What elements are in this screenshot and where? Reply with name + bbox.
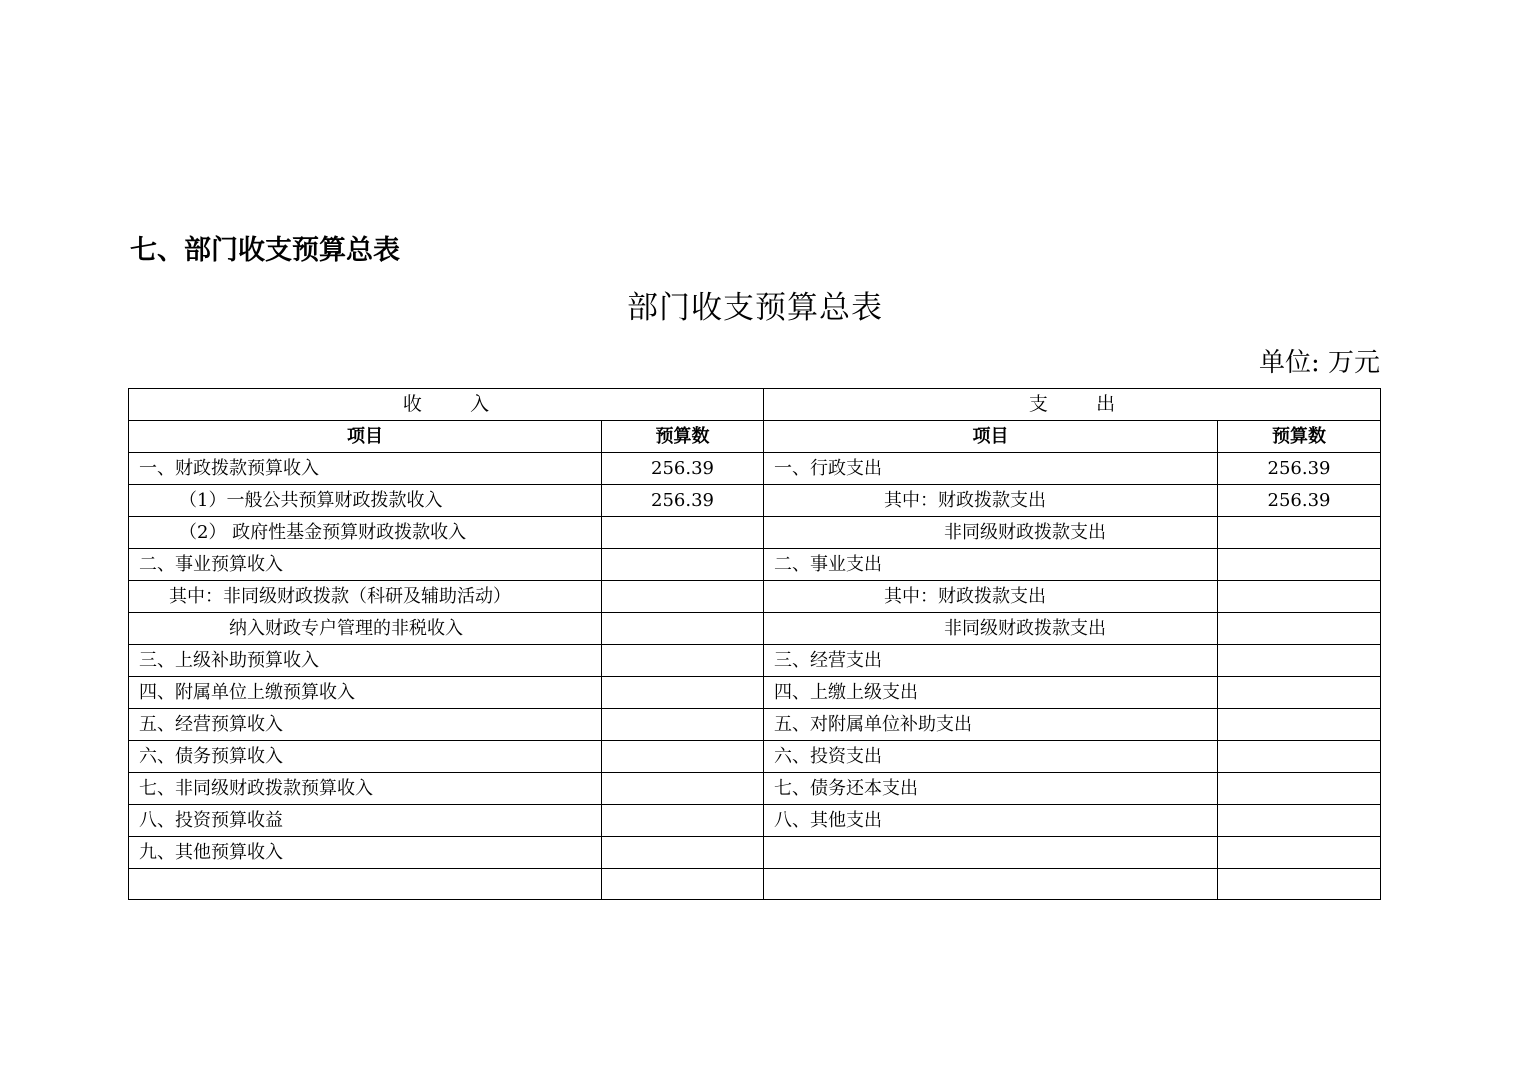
expense-item: 五、对附属单位补助支出 — [764, 709, 1218, 741]
table-row — [129, 645, 1381, 677]
table-row — [129, 741, 1381, 773]
income-item: （1）一般公共预算财政拨款收入 — [129, 485, 602, 517]
income-item: 二、事业预算收入 — [129, 549, 602, 581]
income-budget-col-header: 预算数 — [602, 421, 764, 453]
table-row — [129, 869, 1381, 900]
income-value — [602, 869, 764, 900]
income-header: 收 入 — [129, 389, 764, 421]
expense-value — [1218, 549, 1381, 581]
income-value — [602, 837, 764, 869]
table-header-row-group — [129, 389, 1381, 421]
expense-item: 其中：财政拨款支出 — [764, 485, 1218, 517]
income-item: 七、非同级财政拨款预算收入 — [129, 773, 602, 805]
table-row — [129, 709, 1381, 741]
expense-value — [1218, 709, 1381, 741]
income-value: 256.39 — [602, 453, 764, 485]
income-item: 四、附属单位上缴预算收入 — [129, 677, 602, 709]
expense-value — [1218, 645, 1381, 677]
income-item: 六、债务预算收入 — [129, 741, 602, 773]
table-row — [129, 613, 1381, 645]
income-value — [602, 709, 764, 741]
income-item: 五、经营预算收入 — [129, 709, 602, 741]
unit-label: 单位: 万元 — [1258, 348, 1380, 378]
table-row — [129, 549, 1381, 581]
expense-value — [1218, 773, 1381, 805]
expense-value — [1218, 805, 1381, 837]
expense-budget-col-header: 预算数 — [1218, 421, 1381, 453]
income-item: 八、投资预算收益 — [129, 805, 602, 837]
table-row — [129, 581, 1381, 613]
table-row — [129, 517, 1381, 549]
expense-header: 支 出 — [764, 389, 1381, 421]
expense-item — [764, 869, 1218, 900]
expense-item: 其中：财政拨款支出 — [764, 581, 1218, 613]
expense-value — [1218, 581, 1381, 613]
budget-summary-table — [128, 388, 1381, 900]
income-item — [129, 869, 602, 900]
table-row — [129, 453, 1381, 485]
income-value — [602, 677, 764, 709]
income-item: 一、财政拨款预算收入 — [129, 453, 602, 485]
expense-item — [764, 837, 1218, 869]
expense-item: 非同级财政拨款支出 — [764, 613, 1218, 645]
income-item: 三、上级补助预算收入 — [129, 645, 602, 677]
income-value — [602, 773, 764, 805]
expense-value: 256.39 — [1218, 453, 1381, 485]
income-value: 256.39 — [602, 485, 764, 517]
expense-item-col-header: 项目 — [764, 421, 1218, 453]
income-item: （2） 政府性基金预算财政拨款收入 — [129, 517, 602, 549]
table-row — [129, 837, 1381, 869]
table-row — [129, 485, 1381, 517]
income-value — [602, 613, 764, 645]
table-row — [129, 677, 1381, 709]
expense-value — [1218, 613, 1381, 645]
expense-value — [1218, 677, 1381, 709]
expense-item: 非同级财政拨款支出 — [764, 517, 1218, 549]
expense-value: 256.39 — [1218, 485, 1381, 517]
table-row — [129, 805, 1381, 837]
expense-item: 六、投资支出 — [764, 741, 1218, 773]
table-title: 部门收支预算总表 — [627, 290, 883, 326]
expense-item: 八、其他支出 — [764, 805, 1218, 837]
income-value — [602, 549, 764, 581]
expense-item: 三、经营支出 — [764, 645, 1218, 677]
income-item-col-header: 项目 — [129, 421, 602, 453]
table-header-row-columns — [129, 421, 1381, 453]
income-value — [602, 517, 764, 549]
expense-item: 一、行政支出 — [764, 453, 1218, 485]
table-row — [129, 773, 1381, 805]
expense-value — [1218, 517, 1381, 549]
section-heading: 七、部门收支预算总表 — [130, 235, 400, 266]
expense-item: 七、债务还本支出 — [764, 773, 1218, 805]
income-value — [602, 581, 764, 613]
income-item: 九、其他预算收入 — [129, 837, 602, 869]
income-value — [602, 805, 764, 837]
income-value — [602, 645, 764, 677]
expense-value — [1218, 837, 1381, 869]
expense-value — [1218, 741, 1381, 773]
expense-item: 四、上缴上级支出 — [764, 677, 1218, 709]
income-item: 纳入财政专户管理的非税收入 — [129, 613, 602, 645]
income-item: 其中：非同级财政拨款（科研及辅助活动） — [129, 581, 602, 613]
expense-item: 二、事业支出 — [764, 549, 1218, 581]
income-value — [602, 741, 764, 773]
expense-value — [1218, 869, 1381, 900]
